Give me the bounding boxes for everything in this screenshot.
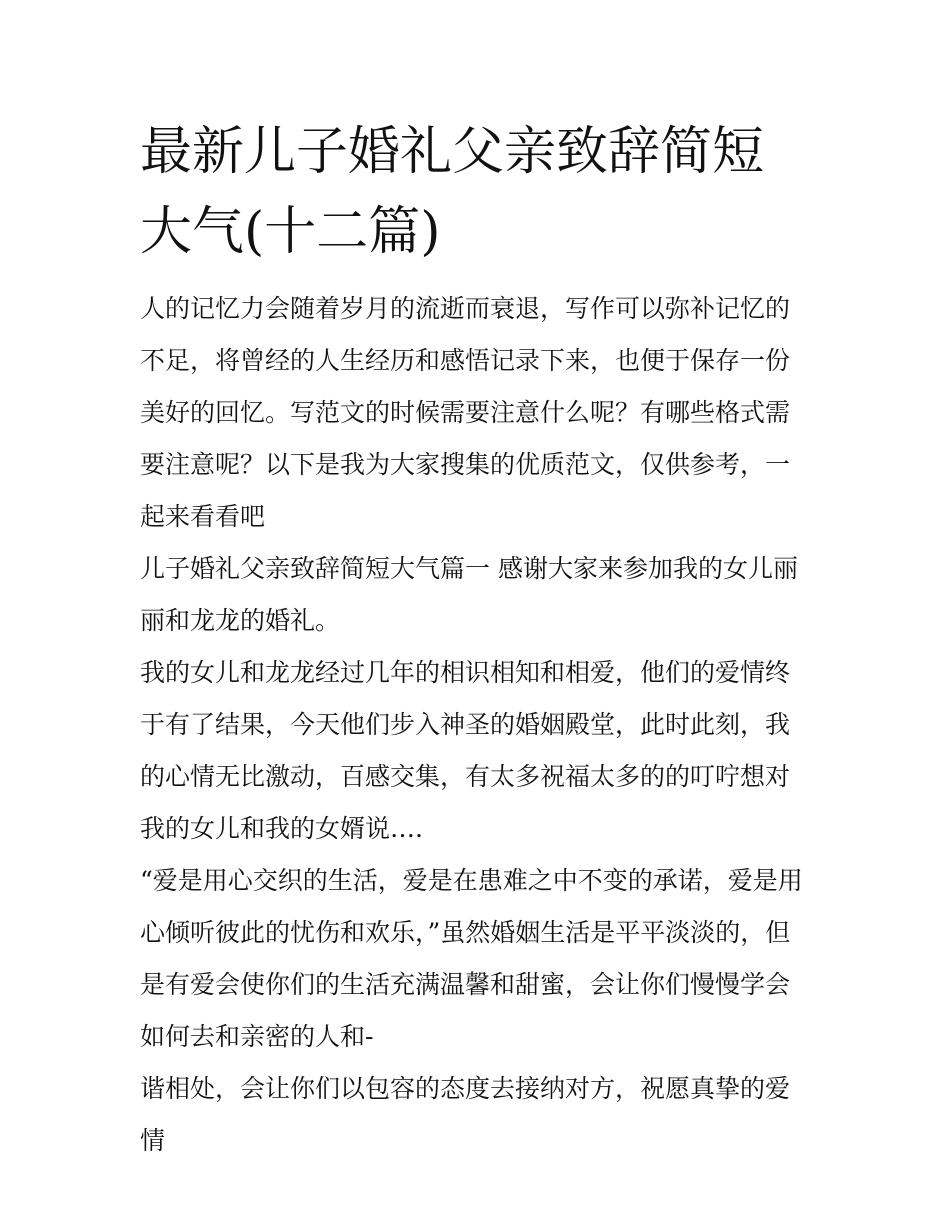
paragraph-body-3: 谐相处，会让你们以包容的态度去接纳对方，祝愿真挚的爱情 bbox=[140, 1074, 791, 1155]
paragraph-speech-heading: 儿子婚礼父亲致辞简短大气篇一 感谢大家来参加我的女儿丽丽和龙龙的婚礼。 bbox=[140, 554, 798, 635]
paragraph-body-2: “爱是用心交织的生活，爱是在患难之中不变的承诺，爱是用心倾听彼此的忧伤和欢乐，”虽然婚姻生活是平平淡淡的，但是有爱会使你们的生活充满温馨和甜蜜，会让你们慢慢学会如何去和亲密的人和- bbox=[140, 866, 803, 1051]
document-title: 最新儿子婚礼父亲致辞简短大气(十二篇) bbox=[140, 122, 765, 262]
paragraph-body-1: 我的女儿和龙龙经过几年的相识相知和相爱，他们的爱情终于有了结果，今天他们步入神圣的婚姻殿堂，此时此刻，我的心情无比激动，百感交集，有太多祝福太多的的叮咛想对我的女儿和我的女婿说…. bbox=[140, 658, 791, 843]
document-page bbox=[140, 112, 812, 1167]
paragraph-intro: 人的记忆力会随着岁月的流逝而衰退，写作可以弥补记忆的不足，将曾经的人生经历和感悟记录下来，也便于保存一份美好的回忆。写范文的时候需要注意什么呢？有哪些格式需要注意呢？以下是我为大家搜集的优质范文，仅供参考，一起来看看吧 bbox=[140, 294, 791, 531]
